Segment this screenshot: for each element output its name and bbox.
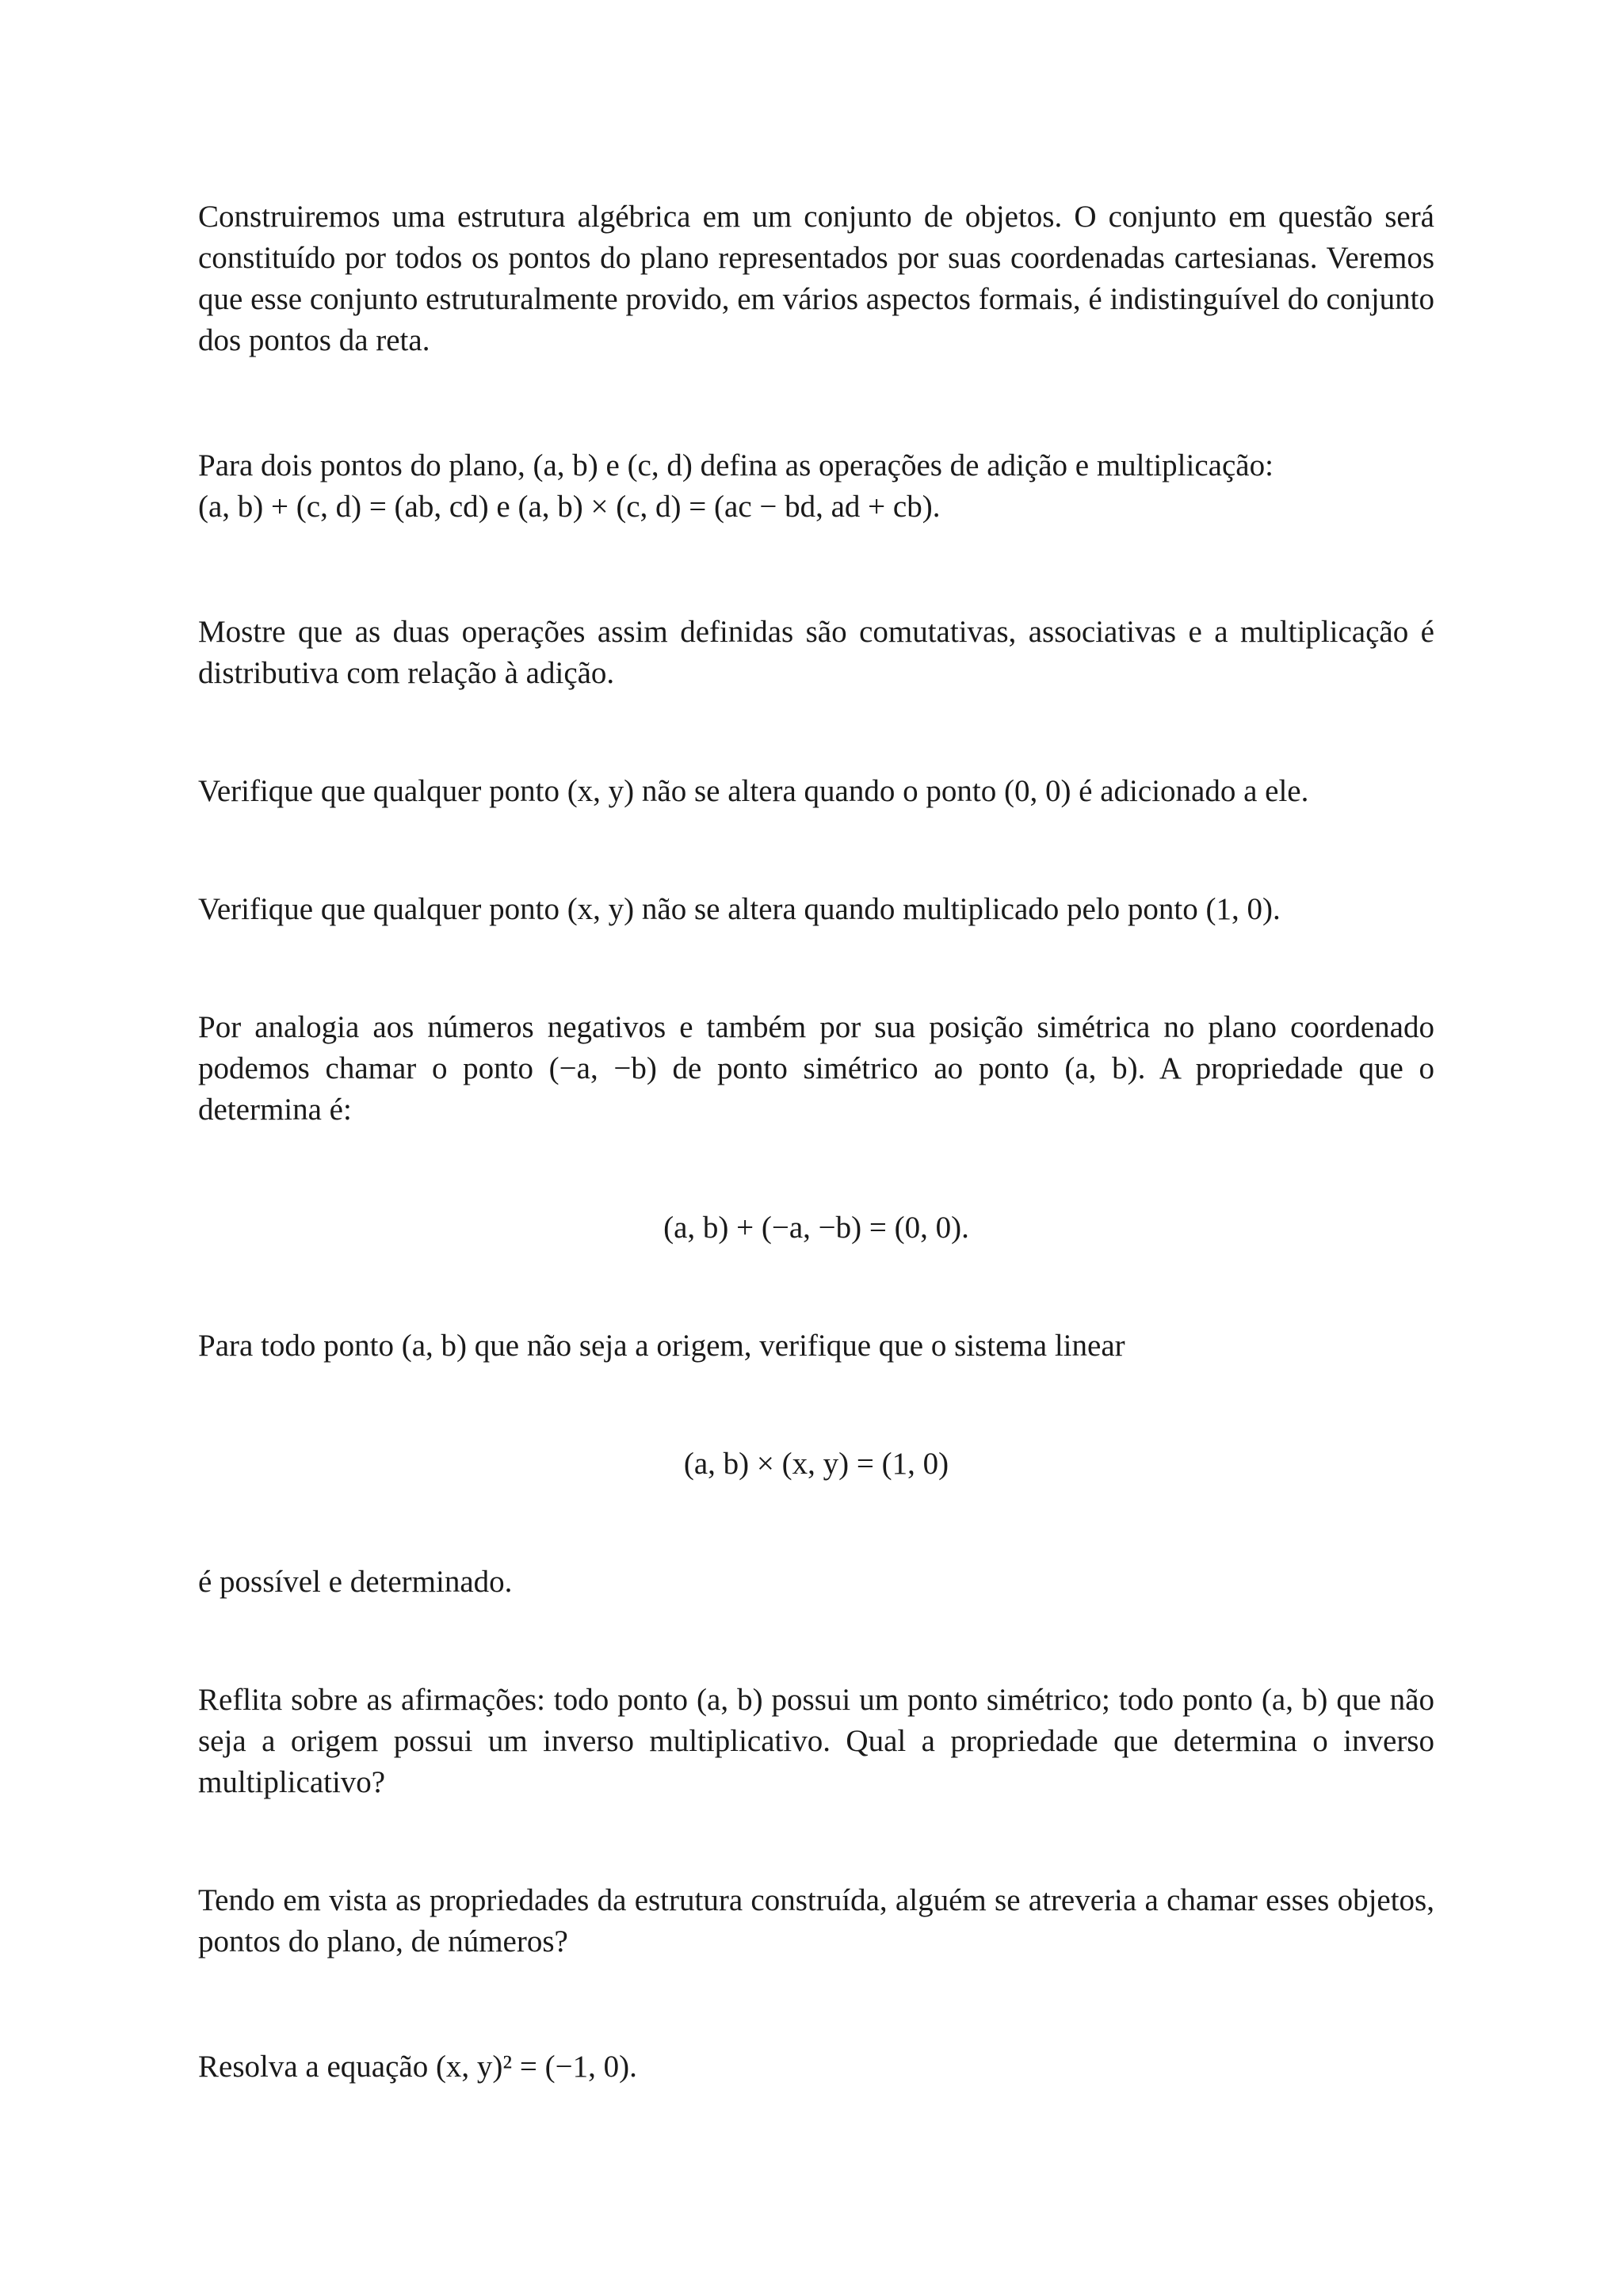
inverse-equation: (a, b) × (x, y) = (1, 0) — [683, 1447, 949, 1481]
reflection-paragraph: Reflita sobre as afirmações: todo ponto (a, b) possui um ponto simétrico; todo ponto (a, b) que não seja a origem possui um inverso multiplicativo. Qual a propriedade que determina o inverso multiplicativo? — [198, 1683, 1434, 1799]
linear-system-paragraph: Para todo ponto (a, b) que não seja a origem, verifique que o sistema linear — [198, 1329, 1125, 1363]
symmetric-point-equation: (a, b) + (−a, −b) = (0, 0). — [663, 1211, 969, 1245]
symmetric-point-paragraph: Por analogia aos números negativos e também por sua posição simétrica no plano coordenado podemos chamar o ponto (−a, −b) de ponto simétrico ao ponto (a, b). A propriedade que o determina é: — [198, 1010, 1434, 1127]
multiplicative-identity-exercise: Verifique que qualquer ponto (x, y) não se altera quando multiplicado pelo ponto (1, 0). — [198, 892, 1281, 926]
operations-definition-line-2: (a, b) + (c, d) = (ab, cd) e (a, b) × (c, d) = (ac − bd, ad + cb). — [198, 490, 941, 524]
operations-definition-line-1: Para dois pontos do plano, (a, b) e (c, d) defina as operações de adição e multiplicação: — [198, 448, 1274, 482]
additive-identity-exercise: Verifique que qualquer ponto (x, y) não se altera quando o ponto (0, 0) é adicionado a ele. — [198, 774, 1309, 808]
numbers-question-paragraph: Tendo em vista as propriedades da estrutura construída, alguém se atreveria a chamar esses objetos, pontos do plano, de números? — [198, 1883, 1434, 1958]
intro-paragraph: Construiremos uma estrutura algébrica em um conjunto de objetos. O conjunto em questão será constituído por todos os pontos do plano representados por suas coordenadas cartesianas. Veremos que esse conjunto estruturalmente provido, em vários aspectos formais, é indistinguível do conjunto dos pontos da reta. — [198, 200, 1434, 357]
linear-system-conclusion: é possível e determinado. — [198, 1565, 513, 1599]
commutative-associative-exercise: Mostre que as duas operações assim definidas são comutativas, associativas e a multiplicação é distributiva com relação à adição. — [198, 615, 1434, 690]
solve-equation-paragraph: Resolva a equação (x, y)² = (−1, 0). — [198, 2050, 637, 2084]
document-page — [198, 196, 1434, 2088]
operations-definition — [198, 445, 1434, 528]
